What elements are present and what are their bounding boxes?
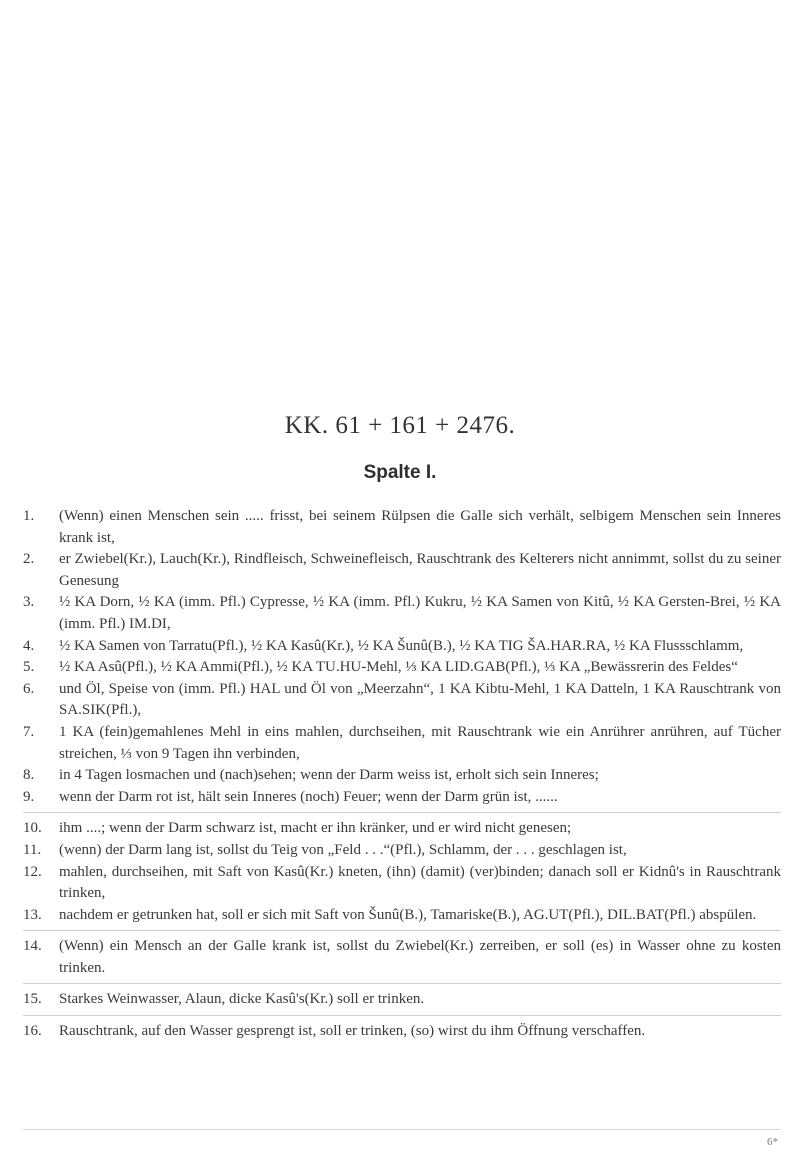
entry-2 [23,549,781,592]
entry-text: ½ KA Asû(Pfl.), ½ KA Ammi(Pfl.), ½ KA TU.HU-Mehl, ⅓ KA LID.GAB(Pfl.), ⅓ KA „Bewässrerin des Feldes“ [59,659,738,676]
entry-12 [23,862,781,905]
entry-4 [23,636,781,658]
entry-text: (wenn) der Darm lang ist, sollst du Teig von „Feld . . .“(Pfl.), Schlamm, der . . . geschlagen ist, [59,841,627,858]
entry-number: 14. [23,938,42,955]
entry-number: 12. [23,863,42,880]
entry-text: (Wenn) einen Menschen sein ..... frisst, bei seinem Rülpsen die Galle sich verhält, selbigem Menschen sein Inneres krank ist, [59,508,781,546]
page-mark: 6* [767,1136,778,1148]
entry-16 [23,1021,781,1043]
entry-14 [23,936,781,984]
entry-9 [23,787,781,814]
entry-number: 15. [23,991,42,1008]
entry-6 [23,679,781,722]
entry-text: nachdem er getrunken hat, soll er sich mit Saft von Šunû(B.), Tamariske(B.), AG.UT(Pfl.), DIL.BAT(Pfl.) abspülen. [59,906,757,923]
entry-text: Starkes Weinwasser, Alaun, dicke Kasû's(Kr.) soll er trinken. [59,991,425,1008]
entry-13 [23,905,781,932]
entry-number: 4. [23,637,35,654]
entry-number: 6. [23,680,35,697]
entry-number: 3. [23,594,35,611]
entry-10 [23,818,781,840]
column-title: Spalte I. [363,462,437,483]
entry-8 [23,765,781,787]
entry-text: mahlen, durchseihen, mit Saft von Kasû(Kr.) kneten, (ihn) (damit) (ver)binden; danach soll er Kidnû's in Rauschtrank trinken, [59,863,781,902]
entry-text: ihm ....; wenn der Darm schwarz ist, macht er ihn kränker, und er wird nicht genesen; [59,820,572,837]
entry-15 [23,989,781,1016]
entry-text: er Zwiebel(Kr.), Lauch(Kr.), Rindfleisch, Schweinefleisch, Rauschtrank des Kelterers nicht annimmt, sollst du zu seiner Genesung [59,551,781,589]
entry-number: 13. [23,906,42,923]
entry-1 [23,506,781,549]
entry-number: 16. [23,1023,42,1040]
entry-11 [23,840,781,862]
entry-text: ½ KA Samen von Tarratu(Pfl.), ½ KA Kasû(Kr.), ½ KA Šunû(B.), ½ KA TIG ŠA.HAR.RA, ½ KA Flussschlamm, [59,637,744,654]
entry-list [23,506,781,1043]
entry-text: Rauschtrank, auf den Wasser gesprengt ist, soll er trinken, (so) wirst du ihm Öffnung verschaffen. [59,1023,646,1040]
entry-text: wenn der Darm rot ist, hält sein Inneres (noch) Feuer; wenn der Darm grün ist, ...... [59,788,558,805]
footer-divider [23,1129,781,1130]
entry-text: in 4 Tagen losmachen und (nach)sehen; wenn der Darm weiss ist, erholt sich sein Inneres; [59,767,599,784]
entry-7 [23,722,781,765]
entry-text: ½ KA Dorn, ½ KA (imm. Pfl.) Cypresse, ½ KA (imm. Pfl.) Kukru, ½ KA Samen von Kitû, ½ KA Gersten-Brei, ½ KA (imm. Pfl.) IM.DI, [59,594,781,632]
entry-text: (Wenn) ein Mensch an der Galle krank ist, sollst du Zwiebel(Kr.) zerreiben, er soll (es) in Wasser ohne zu kosten trinken. [59,938,781,976]
entry-number: 9. [23,788,35,805]
entry-number: 5. [23,659,35,676]
entry-3 [23,592,781,635]
entry-5 [23,657,781,679]
entry-number: 2. [23,551,35,568]
entry-number: 1. [23,508,35,524]
entry-number: 10. [23,820,42,837]
entry-number: 11. [23,841,42,858]
entry-number: 8. [23,767,35,784]
entry-text: und Öl, Speise von (imm. Pfl.) HAL und Öl von „Meerzahn“, 1 KA Kibtu-Mehl, 1 KA Datteln, 1 KA Rauschtrank von SA.SIK(Pfl.), [59,680,781,719]
tablet-title: KK. 61 + 161 + 2476. [284,412,516,439]
entry-text: 1 KA (fein)gemahlenes Mehl in eins mahlen, durchseihen, mit Rauschtrank wie ein Anrührer anrühren, auf Tücher streichen, ⅓ von 9 Tagen ihn verbinden, [59,723,781,762]
entry-number: 7. [23,723,35,740]
